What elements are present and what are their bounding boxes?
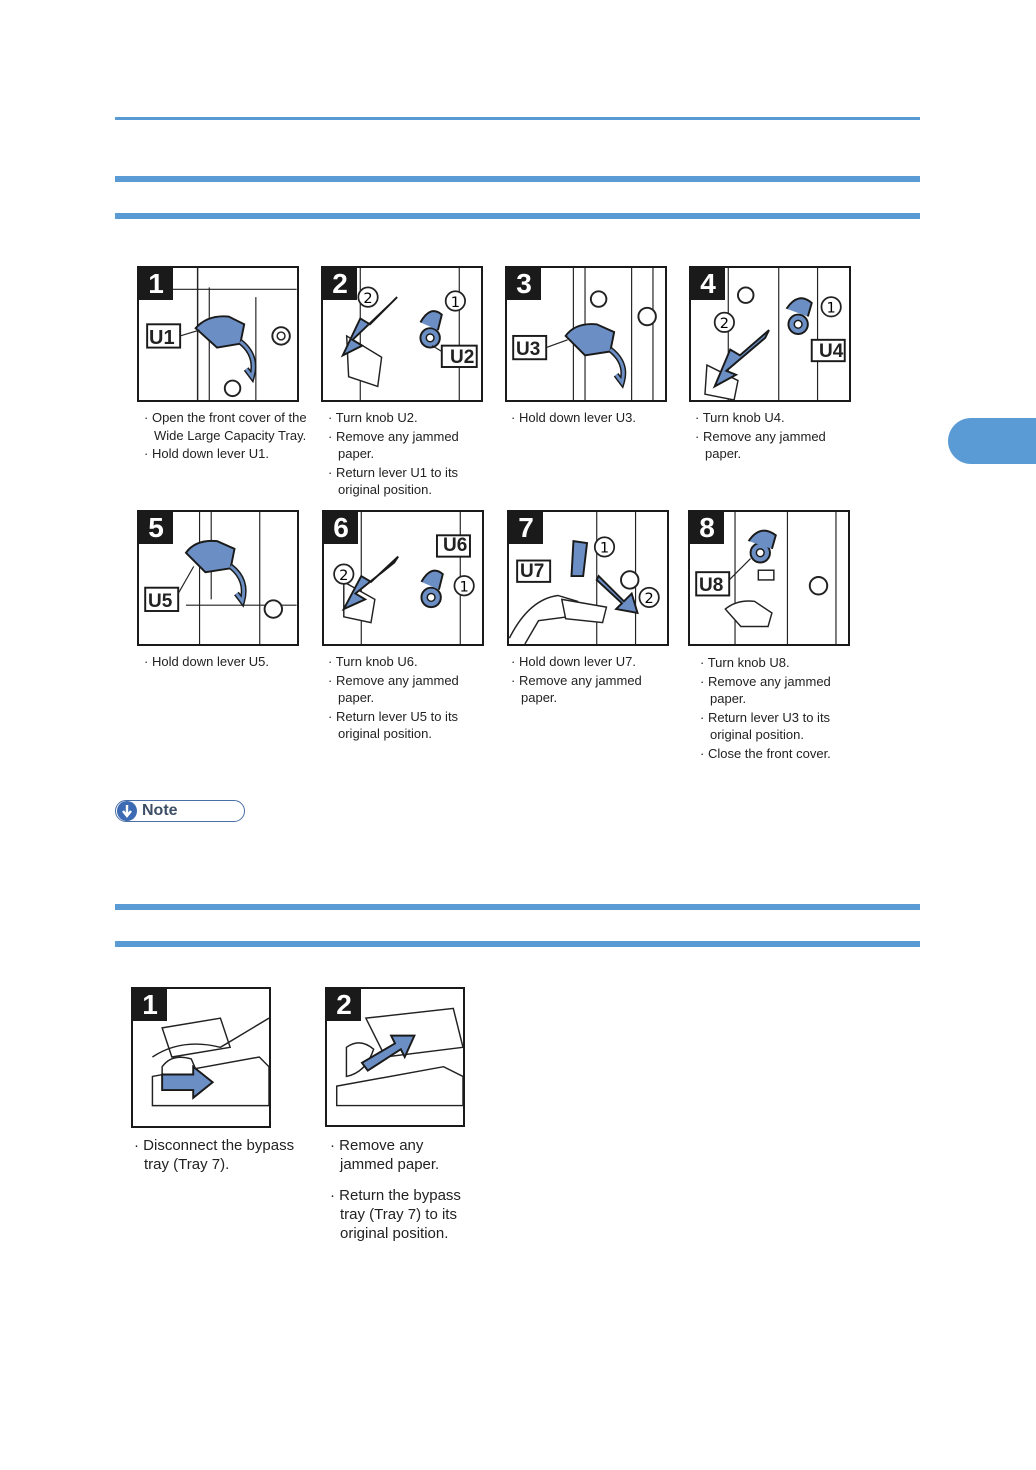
caption-line: · Turn knob U8.	[700, 654, 870, 672]
chapter-tab	[948, 418, 1036, 464]
step-7-captions	[511, 653, 681, 708]
bypass-step-1-captions	[134, 1136, 309, 1186]
caption-line: · Hold down lever U1.	[144, 445, 319, 463]
step-6-captions	[328, 653, 498, 744]
svg-text:2: 2	[644, 590, 654, 608]
caption-line: · Return lever U3 to its original position.	[700, 709, 870, 744]
caption-line: · Close the front cover.	[700, 745, 870, 763]
section2-rule-bottom	[115, 941, 920, 947]
step-1-captions	[144, 409, 319, 464]
caption-line: · Remove any jammed paper.	[330, 1136, 480, 1174]
step-number: 1	[139, 268, 173, 300]
caption-line: · Hold down lever U5.	[144, 653, 314, 671]
caption-line: · Hold down lever U7.	[511, 653, 681, 671]
note-badge	[115, 800, 245, 822]
section2-rule-top	[115, 904, 920, 910]
step-8-illustration	[688, 510, 850, 646]
step-number: 1	[133, 989, 167, 1021]
step-7-illustration	[507, 510, 669, 646]
svg-text:1: 1	[459, 578, 469, 596]
section-rule-top	[115, 176, 920, 182]
caption-line: · Turn knob U4.	[695, 409, 865, 427]
caption-line: · Remove any jammed paper.	[511, 672, 681, 707]
bypass-step-2-captions	[330, 1136, 480, 1255]
step-4-illustration	[689, 266, 851, 402]
bypass-step-2-illustration	[325, 987, 465, 1127]
step-number: 7	[509, 512, 543, 544]
callout-label: U3	[516, 339, 541, 360]
caption-line: · Hold down lever U3.	[511, 409, 681, 427]
caption-line: · Turn knob U2.	[328, 409, 498, 427]
step-number: 8	[690, 512, 724, 544]
step-number: 5	[139, 512, 173, 544]
callout-label: U1	[149, 327, 175, 349]
step-6-illustration	[322, 510, 484, 646]
svg-text:1: 1	[450, 293, 461, 311]
caption-line: · Return the bypass tray (Tray 7) to its original position.	[330, 1186, 480, 1243]
step-5-illustration	[137, 510, 299, 646]
svg-text:2: 2	[339, 566, 349, 584]
svg-text:2: 2	[719, 315, 730, 333]
svg-text:1: 1	[599, 539, 610, 557]
step-3-illustration	[505, 266, 667, 402]
step-number: 4	[691, 268, 725, 300]
caption-line: · Return lever U1 to its original position.	[328, 464, 498, 499]
callout-label: U8	[699, 575, 724, 596]
note-label: Note	[142, 802, 178, 819]
caption-line: · Remove any jammed paper.	[328, 428, 498, 463]
caption-line: · Remove any jammed paper.	[328, 672, 498, 707]
note-arrow-icon	[117, 801, 137, 821]
step-2-illustration	[321, 266, 483, 402]
step-5-captions	[144, 653, 314, 672]
step-number: 2	[323, 268, 357, 300]
step-1-illustration	[137, 266, 299, 402]
svg-text:1: 1	[826, 299, 836, 317]
step-8-captions	[700, 654, 870, 763]
step-number: 2	[327, 989, 361, 1021]
caption-line: · Remove any jammed paper.	[695, 428, 865, 463]
callout-label: U7	[520, 561, 545, 582]
step-number: 3	[507, 268, 541, 300]
caption-line: · Turn knob U6.	[328, 653, 498, 671]
bypass-step-1-illustration	[131, 987, 271, 1128]
caption-line: · Open the front cover of the Wide Large Capacity Tray.	[144, 409, 319, 444]
step-number: 6	[324, 512, 358, 544]
callout-label: U6	[443, 535, 468, 556]
caption-line: · Remove any jammed paper.	[700, 673, 870, 708]
svg-text:2: 2	[363, 289, 373, 307]
callout-label: U2	[450, 347, 475, 368]
header-rule	[115, 117, 920, 120]
step-3-captions	[511, 409, 681, 428]
step-4-captions	[695, 409, 865, 464]
callout-label: U5	[148, 591, 173, 612]
caption-line: · Return lever U5 to its original position.	[328, 708, 498, 743]
step-2-captions	[328, 409, 498, 500]
callout-label: U4	[819, 341, 844, 362]
caption-line: · Disconnect the bypass tray (Tray 7).	[134, 1136, 309, 1174]
section-rule-bottom	[115, 213, 920, 219]
